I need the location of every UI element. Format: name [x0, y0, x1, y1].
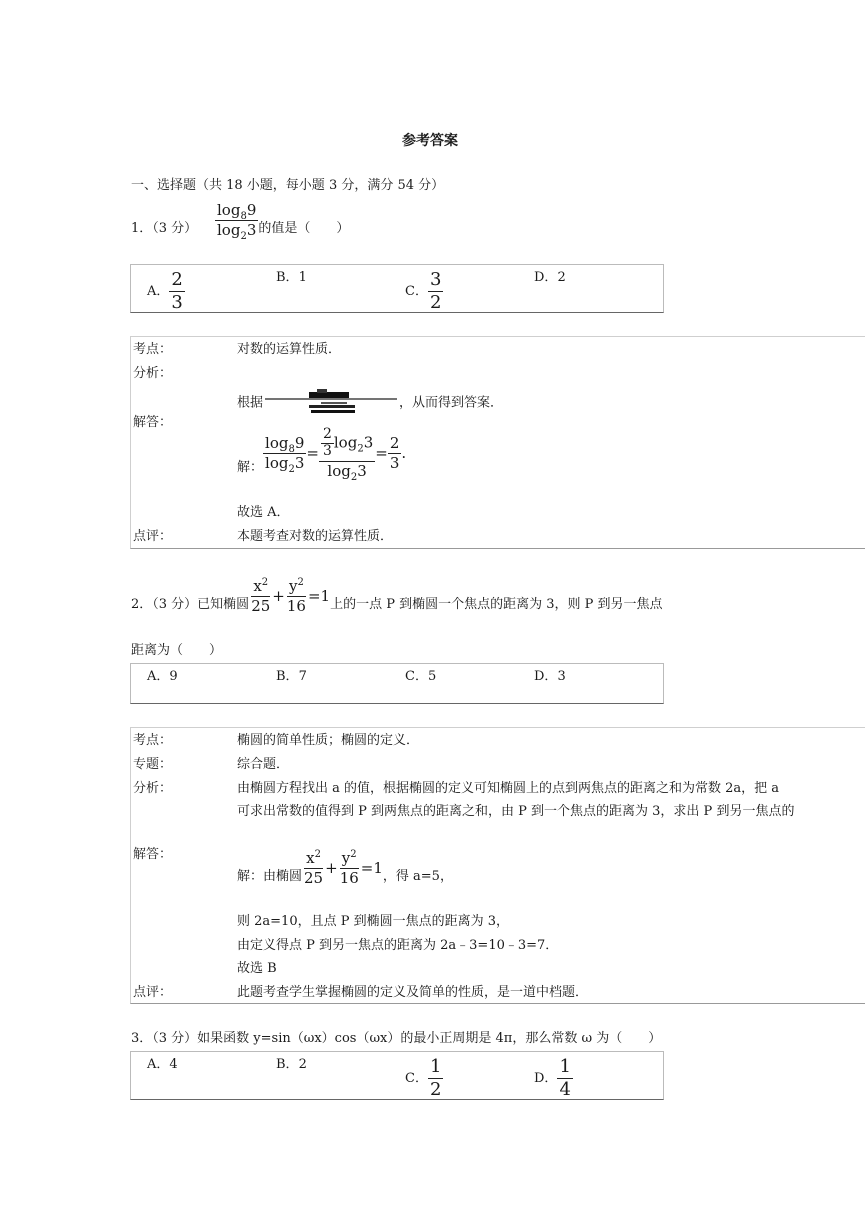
- solution-1-equation: 解： $\frac{\log_89}{\log_23}$ = $\frac{2}{3}$ $\log_23$ $\log_23$ = $\frac{2}{3}$ .: [237, 426, 407, 483]
- fenxi-label: 分析：: [133, 781, 173, 796]
- option-a[interactable]: A．4: [147, 1057, 178, 1072]
- fenxi-line-2: 可求出常数的值得到 P 到两焦点的距离之和，由 P 到一个焦点的距离为 3，求出 P 到另一焦点的: [237, 804, 795, 819]
- solution-line-2: 则 2a=10，且点 P 到椭圆一焦点的距离为 3，: [237, 914, 510, 929]
- section-heading: 一、选择题（共 18 小题，每小题 3 分，满分 54 分）: [131, 178, 445, 193]
- middle-fraction: $\frac{2}{3}$ $\log_23$ $\log_23$: [319, 427, 375, 479]
- log-base: 2: [240, 230, 247, 242]
- option-b[interactable]: B．7: [276, 669, 307, 684]
- question-3: 3．（3 分）如果函数 y=sin（ωx）cos（ωx）的最小正周期是 4π，那么常数 ω 为（ ）: [131, 1031, 662, 1046]
- jieda-label: 解答：: [133, 847, 173, 862]
- option-a[interactable]: A．9: [147, 669, 178, 684]
- kaodian-text: 椭圆的简单性质；椭圆的定义．: [237, 733, 420, 748]
- kaodian-label: 考点：: [133, 733, 173, 748]
- question-2-line2: 距离为（ ）: [131, 643, 223, 658]
- question-2: 2．（3 分）已知椭圆 $\frac{x^2}{25}$ + $\frac{y^2}{16}$ =1上的一点 P 到椭圆一个焦点的距离为 3，则 P 到另一焦点: [131, 577, 663, 615]
- guxuan-text: 故选 A．: [237, 505, 290, 520]
- question-2-options: [130, 663, 664, 704]
- option-value: $\frac{2}{3}$: [171, 269, 183, 313]
- log-arg: 9: [246, 201, 257, 219]
- fenxi-suffix: ，从而得到答案．: [399, 395, 504, 411]
- ellipse-rhs: =1: [307, 587, 331, 605]
- question-2-tail: 上的一点 P 到椭圆一个焦点的距离为 3，则 P 到另一焦点: [330, 597, 663, 612]
- option-b[interactable]: [276, 270, 307, 286]
- option-d[interactable]: D．3: [534, 669, 566, 684]
- log-base: 8: [240, 211, 247, 222]
- option-d[interactable]: [534, 270, 566, 286]
- option-value: 2: [557, 270, 566, 285]
- fenxi-label: 分析：: [133, 366, 173, 381]
- option-b[interactable]: B．2: [276, 1057, 307, 1072]
- question-1-tail: 的值是（ ）: [258, 221, 350, 236]
- option-a[interactable]: [147, 270, 185, 313]
- question-1-options: [130, 264, 664, 313]
- option-label: D．: [534, 270, 558, 285]
- option-label: B．: [276, 270, 299, 285]
- question-1: [131, 201, 350, 242]
- ellipse-x-term: $\frac{x^2}{25}$: [251, 577, 271, 615]
- option-value: 1: [298, 270, 307, 285]
- question-3-options: [130, 1051, 664, 1100]
- result-fraction: $\frac{2}{3}$: [389, 434, 400, 472]
- page-title: 参考答案: [402, 133, 458, 149]
- jieda-label: 解答：: [133, 415, 173, 430]
- kaodian-label: 考点：: [133, 342, 173, 357]
- option-c[interactable]: C．5: [405, 669, 437, 684]
- fenxi-text: [237, 389, 503, 417]
- question-1-expression: [215, 201, 258, 242]
- log-arg: 3: [246, 220, 257, 239]
- option-label: C．: [405, 283, 428, 299]
- option-c[interactable]: C． $\frac{1}{2}$: [405, 1056, 442, 1100]
- blurred-formula-image: [265, 389, 397, 417]
- zhuanti-label: 专题：: [133, 757, 173, 772]
- question-2-solution: [130, 727, 865, 1004]
- log-text: log: [217, 220, 241, 239]
- question-2-number: 2．（3 分）已知椭圆: [131, 597, 250, 612]
- kaodian-text: 对数的运算性质．: [237, 342, 342, 357]
- dianping-label: 点评：: [133, 529, 173, 544]
- jie-prefix: 解：由椭圆: [237, 869, 303, 884]
- fenxi-line-1: 由椭圆方程找出 a 的值，根据椭圆的定义可知椭圆上的点到两焦点的距离之和为常数 2a，把 a: [237, 781, 780, 796]
- dianping-label: 点评：: [133, 985, 173, 1000]
- log-text: log: [217, 201, 241, 219]
- jie-suffix: ，得 a=5，: [382, 869, 453, 884]
- lhs-fraction: $\frac{\log_89}{\log_23}$: [265, 434, 305, 475]
- question-1-number: 1．（3 分）: [131, 221, 198, 236]
- fenxi-prefix: 根据: [237, 395, 264, 411]
- solution-line-4: 故选 B: [237, 961, 277, 976]
- ellipse-y-term: $\frac{y^2}{16}$: [286, 577, 306, 615]
- option-label: A．: [147, 283, 170, 299]
- option-c[interactable]: [405, 270, 443, 313]
- question-1-solution: [130, 336, 865, 549]
- option-value: $\frac{3}{2}$: [429, 269, 442, 313]
- solution-2-equation: 解：由椭圆 $\frac{x^2}{25}$ + $\frac{y^2}{16}$ =1，得 a=5，: [237, 849, 453, 887]
- dianping-text: 本题考查对数的运算性质．: [237, 529, 394, 544]
- jie-prefix: 解：: [237, 459, 264, 475]
- dianping-text: 此题考查学生掌握椭圆的定义及简单的性质，是一道中档题．: [237, 985, 589, 1000]
- option-d[interactable]: D． $\frac{1}{4}$: [534, 1056, 571, 1100]
- zhuanti-text: 综合题．: [237, 757, 290, 772]
- solution-line-3: 由定义得点 P 到另一焦点的距离为 2a﹣3=10﹣3=7．: [237, 938, 559, 953]
